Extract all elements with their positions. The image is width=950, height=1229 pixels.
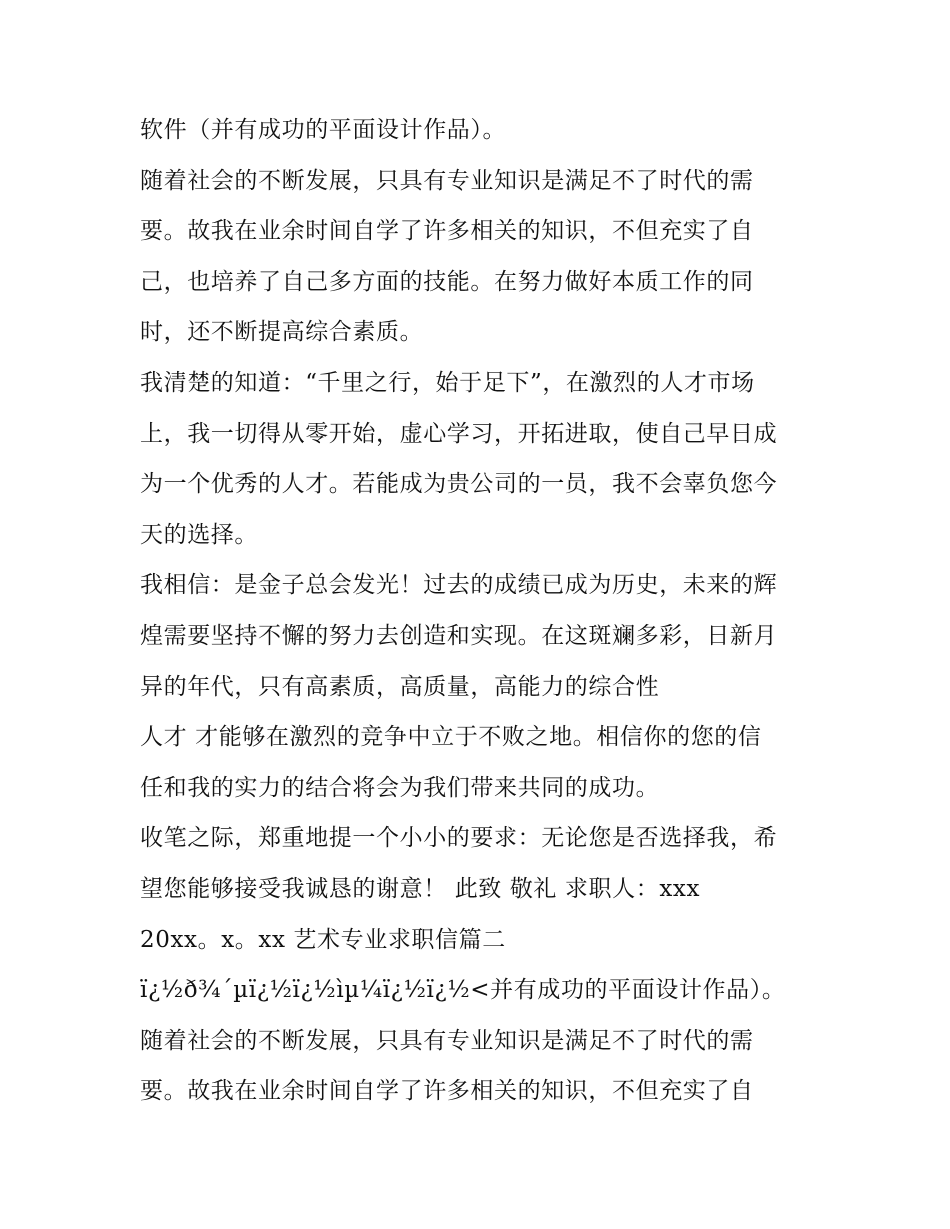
text-line: ï¿½ð¾´µï¿½ï¿½ìµ¼ï¿½ï¿½<并有成功的平面设计作品）。	[140, 977, 786, 1004]
text-line: 20xx。x。xx 艺术专业求职信篇二	[140, 926, 506, 953]
text-line: 望您能够接受我诚恳的谢意！ 此致 敬礼 求职人：xxx	[140, 875, 701, 902]
text-line: 己，也培养了自己多方面的技能。在努力做好本质工作的同	[140, 268, 754, 295]
text-line: 人才 才能够在激烈的竞争中立于不败之地。相信你的您的信	[140, 724, 762, 751]
text-line: 收笔之际，郑重地提一个小小的要求：无论您是否选择我，希	[140, 825, 778, 852]
text-line: 我相信：是金子总会发光！过去的成绩已成为历史，未来的辉	[140, 572, 778, 599]
text-line: 上，我一切得从零开始，虚心学习，开拓进取，使自己早日成	[140, 420, 778, 447]
text-line: 要。故我在业余时间自学了许多相关的知识，不但充实了自	[140, 1078, 754, 1105]
text-line: 要。故我在业余时间自学了许多相关的知识，不但充实了自	[140, 218, 754, 245]
text-line: 随着社会的不断发展，只具有专业知识是满足不了时代的需	[140, 167, 754, 194]
text-line: 软件（并有成功的平面设计作品）。	[140, 117, 507, 143]
text-line: 我清楚的知道：“千里之行，始于足下”，在激烈的人才市场	[140, 369, 755, 396]
text-line: 任和我的实力的结合将会为我们带来共同的成功。	[140, 774, 660, 801]
text-line: 时，还不断提高综合素质。	[140, 319, 424, 346]
text-line: 异的年代，只有高素质，高质量，高能力的综合性	[140, 673, 660, 700]
letter-body	[140, 110, 840, 1122]
text-line: 煌需要坚持不懈的努力去创造和实现。在这斑斓多彩，日新月	[140, 622, 778, 649]
text-line: 为一个优秀的人才。若能成为贵公司的一员，我不会辜负您今	[140, 471, 778, 498]
text-line: 天的选择。	[140, 521, 258, 548]
text-line: 随着社会的不断发展，只具有专业知识是满足不了时代的需	[140, 1027, 754, 1054]
